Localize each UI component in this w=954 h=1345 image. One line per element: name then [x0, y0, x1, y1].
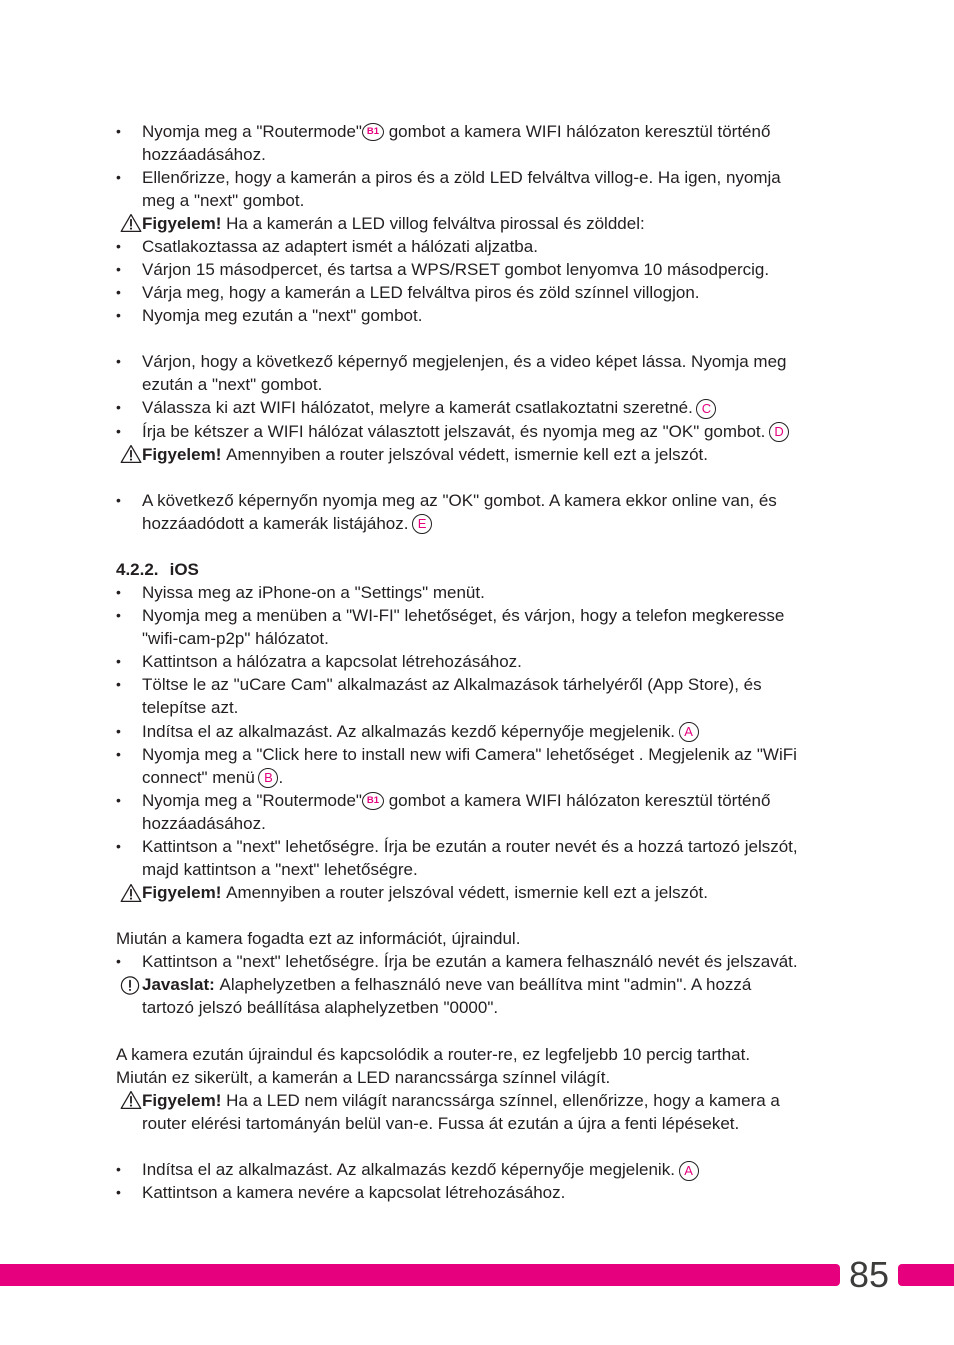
- item-continuation: meg a "next" gombot.: [142, 190, 305, 210]
- item-continuation: majd kattintson a "next" lehetőségre.: [142, 860, 418, 879]
- exclamation-circle-icon: [120, 976, 142, 996]
- paragraph-gap: [0, 904, 954, 927]
- bullet-item: • Kattintson a "next" lehetőségre. Írja be ezután a kamera felhasználó nevét és jelszavát.: [0, 950, 954, 973]
- bullet-item: [0, 120, 954, 143]
- bullet-item: • A következő képernyőn nyomja meg az "OK" gombot. A kamera ekkor online van, és: [0, 489, 954, 512]
- warning-triangle-icon: [120, 213, 142, 233]
- bullet-item: [0, 720, 954, 743]
- item-text: connect" menü: [142, 767, 255, 787]
- item-continuation: telepítse azt.: [142, 698, 239, 718]
- bullet-item: [0, 420, 954, 443]
- warning-note: [0, 212, 954, 235]
- bullet-item: • Várjon 15 másodpercet, és tartsa a WPS/RSET gombot lenyomva 10 másodpercig.: [0, 258, 954, 281]
- body-paragraph: A kamera ezután újraindul és kapcsolódik a router-re, ez legfeljebb 10 percig tarthat.: [116, 1044, 751, 1064]
- item-continuation: router elérési tartományán belül van-e. Fussa át ezután a újra a fenti lépéseket.: [142, 1113, 740, 1133]
- step-marker-b1: B1: [362, 792, 384, 810]
- warning-note: [0, 1089, 954, 1112]
- step-marker-d: D: [769, 422, 789, 442]
- bullet-item: • Várja meg, hogy a kamerán a LED felváltva piros és zöld színnel villogjon.: [0, 281, 954, 304]
- paragraph-gap: [0, 327, 954, 350]
- step-marker-a: A: [679, 1161, 699, 1181]
- paragraph-gap: [0, 466, 954, 489]
- bullet-item: [0, 789, 954, 812]
- tip-note: [0, 973, 954, 996]
- item-text: gombot a kamera WIFI hálózaton keresztül történő: [388, 790, 771, 810]
- warning-triangle-icon: [120, 1090, 142, 1110]
- tip-text: Alaphelyzetben a felhasználó neve van beállítva mint "admin". A hozzá: [219, 975, 752, 995]
- item-text: Nyomja meg a "Routermode": [142, 121, 362, 141]
- item-continuation: hozzáadásához.: [142, 813, 266, 833]
- bullet-item: • Nyomja meg a menüben a "WI-FI" lehetőséget, és várjon, hogy a telefon megkeresse: [0, 604, 954, 627]
- page-number: 85: [848, 1254, 890, 1295]
- paragraph-gap: [0, 535, 954, 558]
- warning-triangle-icon: [120, 883, 142, 903]
- bullet-item: • Várjon, hogy a következő képernyő megjelenjen, és a video képet lássa. Nyomja meg: [0, 350, 954, 373]
- body-paragraph: Miután ez sikerült, a kamerán a LED narancssárga színnel világít.: [116, 1067, 611, 1087]
- bullet-item: • Töltse le az "uCare Cam" alkalmazást az Alkalmazások tárhelyéről (App Store), és: [0, 673, 954, 696]
- step-marker-b1: B1: [362, 123, 384, 141]
- warning-label: Figyelem!: [142, 213, 222, 233]
- bullet-item: • Csatlakoztassa az adaptert ismét a hálózati aljzatba.: [0, 235, 954, 258]
- body-paragraph: Miután a kamera fogadta ezt az információt, újraindul.: [116, 929, 521, 949]
- item-text: Válassza ki azt WIFI hálózatot, melyre a kamerát csatlakoztatni szeretné.: [142, 398, 693, 418]
- bullet-item: [0, 396, 954, 419]
- warning-triangle-icon: [120, 444, 142, 464]
- bullet-item: • Kattintson a hálózatra a kapcsolat létrehozásához.: [0, 650, 954, 673]
- warning-text: Ha a LED nem világít narancssárga színnel, ellenőrizze, hogy a kamera a: [226, 1090, 780, 1110]
- item-text: .: [278, 767, 284, 787]
- item-continuation: [0, 512, 954, 535]
- bullet-item: • Kattintson a kamera nevére a kapcsolat létrehozásához.: [0, 1181, 954, 1204]
- item-continuation: "wifi-cam-p2p" hálózatot.: [142, 629, 329, 649]
- item-text: hozzáadódott a kamerák listájához.: [142, 513, 409, 533]
- warning-label: Figyelem!: [142, 1090, 222, 1110]
- section-number: 4.2.2.: [116, 559, 159, 579]
- warning-label: Figyelem!: [142, 444, 222, 464]
- paragraph-gap: [0, 1020, 954, 1043]
- item-text: Nyomja meg a "Routermode": [142, 790, 362, 810]
- paragraph-gap: [0, 1135, 954, 1158]
- warning-text: Amennyiben a router jelszóval védett, ismernie kell ezt a jelszót.: [226, 444, 709, 464]
- section-heading: [0, 558, 954, 581]
- item-continuation: hozzáadásához.: [142, 144, 266, 164]
- step-marker-a: A: [679, 722, 699, 742]
- step-marker-c: C: [696, 399, 716, 419]
- bullet-item: • Nyomja meg a "Click here to install new wifi Camera" lehetőséget . Megjelenik az "WiFi: [0, 743, 954, 766]
- footer-accent-bar: [898, 1264, 954, 1286]
- warning-label: Figyelem!: [142, 883, 222, 903]
- section-title: iOS: [169, 559, 199, 579]
- tip-label: Javaslat:: [142, 975, 215, 995]
- warning-note: [0, 443, 954, 466]
- warning-text: Amennyiben a router jelszóval védett, ismernie kell ezt a jelszót.: [226, 883, 709, 903]
- item-continuation: tartozó jelszó beállítása alaphelyzetben "0000".: [142, 998, 499, 1018]
- item-continuation: [0, 766, 954, 789]
- item-text: Indítsa el az alkalmazást. Az alkalmazás kezdő képernyője megjelenik.: [142, 1160, 675, 1180]
- item-text: gombot a kamera WIFI hálózaton keresztül történő: [388, 121, 771, 141]
- item-text: Írja be kétszer a WIFI hálózat választott jelszavát, és nyomja meg az "OK" gombot.: [142, 421, 766, 441]
- warning-note: [0, 881, 954, 904]
- item-text: Indítsa el az alkalmazást. Az alkalmazás kezdő képernyője megjelenik.: [142, 721, 675, 741]
- step-marker-e: E: [412, 514, 432, 534]
- footer-accent-bar: [0, 1264, 840, 1286]
- item-continuation: ezután a "next" gombot.: [142, 375, 323, 395]
- step-marker-b: B: [258, 768, 278, 788]
- bullet-item: • Nyissa meg az iPhone-on a "Settings" menüt.: [0, 581, 954, 604]
- bullet-item: • Kattintson a "next" lehetőségre. Írja be ezután a router nevét és a hozzá tartozó jelszót,: [0, 835, 954, 858]
- bullet-item: [0, 1158, 954, 1181]
- bullet-item: • Nyomja meg ezután a "next" gombot.: [0, 304, 954, 327]
- bullet-item: • Ellenőrizze, hogy a kamerán a piros és a zöld LED felváltva villog-e. Ha igen, nyomja: [0, 166, 954, 189]
- manual-page-content: [0, 120, 954, 1205]
- warning-text: Ha a kamerán a LED villog felváltva pirossal és zölddel:: [226, 213, 645, 233]
